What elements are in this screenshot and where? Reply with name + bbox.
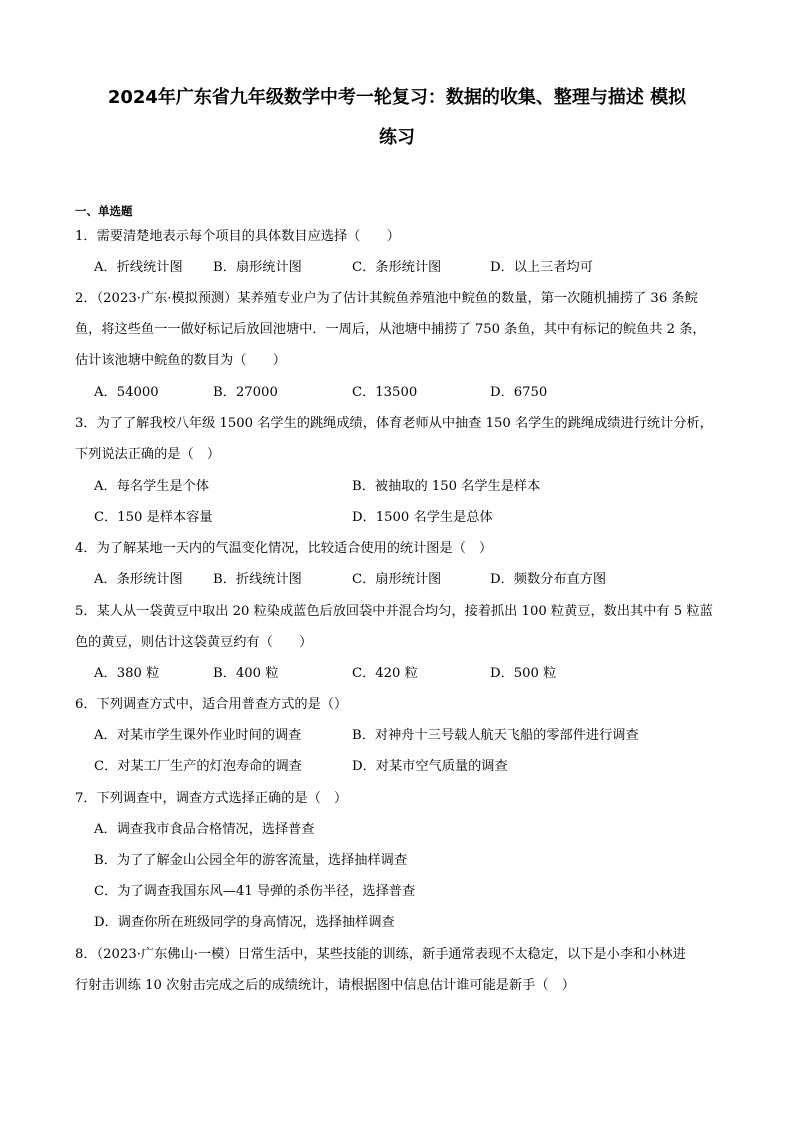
question-5-option-c: C．420 粒 — [352, 666, 418, 681]
question-8-stem-line-2: 行射击训练 10 次射击完成之后的成绩统计，请根据图中信息估计谁可能是新手（ ） — [75, 978, 575, 993]
question-6-option-d: D．对某市空气质量的调查 — [352, 759, 508, 774]
question-1-option-a: A．折线统计图 — [94, 260, 183, 275]
question-7-option-a: A．调查我市食品合格情况，选择普查 — [94, 822, 315, 837]
question-4-option-d: D．频数分布直方图 — [490, 572, 607, 587]
question-7-option-d: D．调查你所在班级同学的身高情况，选择抽样调查 — [94, 915, 395, 930]
question-2-stem-line-1: 2．（2023·广东·模拟预测）某养殖专业户为了估计其鲩鱼养殖池中鲩鱼的数量，第一次随机捕捞了 36 条鲩 — [75, 291, 698, 306]
question-4-option-c: C．扇形统计图 — [352, 572, 442, 587]
question-4-stem: 4．为了解某地一天内的气温变化情况，比较适合使用的统计图是（ ） — [75, 541, 493, 556]
question-3-stem-line-2: 下列说法正确的是（ ） — [75, 447, 221, 462]
question-2-option-d: D．6750 — [490, 385, 548, 400]
question-4-option-a: A．条形统计图 — [94, 572, 183, 587]
question-8-stem-line-1: 8．（2023·广东佛山·一模）日常生活中，某些技能的训练，新手通常表现不太稳定，以下是小李和小林进 — [75, 947, 686, 962]
question-3-stem-line-1: 3．为了了解我校八年级 1500 名学生的跳绳成绩，体育老师从中抽查 150 名学生的跳绳成绩进行统计分析， — [75, 416, 713, 431]
question-2-stem-line-3: 估计该池塘中鲩鱼的数目为（ ） — [75, 353, 286, 368]
question-1-option-b: B．扇形统计图 — [213, 260, 302, 275]
question-5-option-a: A．380 粒 — [94, 666, 160, 681]
question-2-option-b: B．27000 — [213, 385, 278, 400]
question-1-option-d: D．以上三者均可 — [490, 260, 593, 275]
question-3-option-c: C．150 是样本容量 — [94, 510, 213, 525]
question-7-option-b: B．为了了解金山公园全年的游客流量，选择抽样调查 — [94, 853, 408, 868]
question-5-option-b: B．400 粒 — [213, 666, 279, 681]
question-7-stem: 7．下列调查中，调查方式选择正确的是（ ） — [75, 791, 348, 806]
question-5-stem-line-1: 5．某人从一袋黄豆中取出 20 粒染成蓝色后放回袋中并混合均匀，接着抓出 100 粒黄豆，数出其中有 5 粒蓝 — [75, 604, 713, 619]
question-2-stem-line-2: 鱼，将这些鱼一一做好标记后放回池塘中．一周后，从池塘中捕捞了 750 条鱼，其中有标记的鲩鱼共 2 条， — [75, 322, 706, 337]
question-3-option-b: B．被抽取的 150 名学生是样本 — [352, 479, 541, 494]
question-6-option-a: A．对某市学生课外作业时间的调查 — [94, 728, 302, 743]
question-4-option-b: B．折线统计图 — [213, 572, 302, 587]
question-6-stem: 6．下列调查方式中，适合用普查方式的是（） — [75, 697, 348, 712]
document-title-line-1: 2024年广东省九年级数学中考一轮复习：数据的收集、整理与描述 模拟 — [107, 87, 687, 108]
document-title-line-2: 练习 — [379, 127, 415, 148]
question-7-option-c: C．为了调查我国东风—41 导弹的杀伤半径，选择普查 — [94, 884, 416, 899]
question-6-option-c: C．对某工厂生产的灯泡寿命的调查 — [94, 759, 302, 774]
question-3-option-a: A．每名学生是个体 — [94, 479, 210, 494]
question-6-option-b: B．对神舟十三号载人航天飞船的零部件进行调查 — [352, 728, 639, 743]
question-5-option-d: D．500 粒 — [490, 666, 557, 681]
question-2-option-c: C．13500 — [352, 385, 418, 400]
question-5-stem-line-2: 色的黄豆，则估计这袋黄豆约有（ ） — [75, 635, 313, 650]
section-heading: 一、单选题 — [75, 204, 133, 218]
question-2-option-a: A．54000 — [94, 385, 159, 400]
question-1-stem: 1．需要清楚地表示每个项目的具体数目应选择（ ） — [75, 229, 400, 244]
question-1-option-c: C．条形统计图 — [352, 260, 442, 275]
question-3-option-d: D．1500 名学生是总体 — [352, 510, 493, 525]
